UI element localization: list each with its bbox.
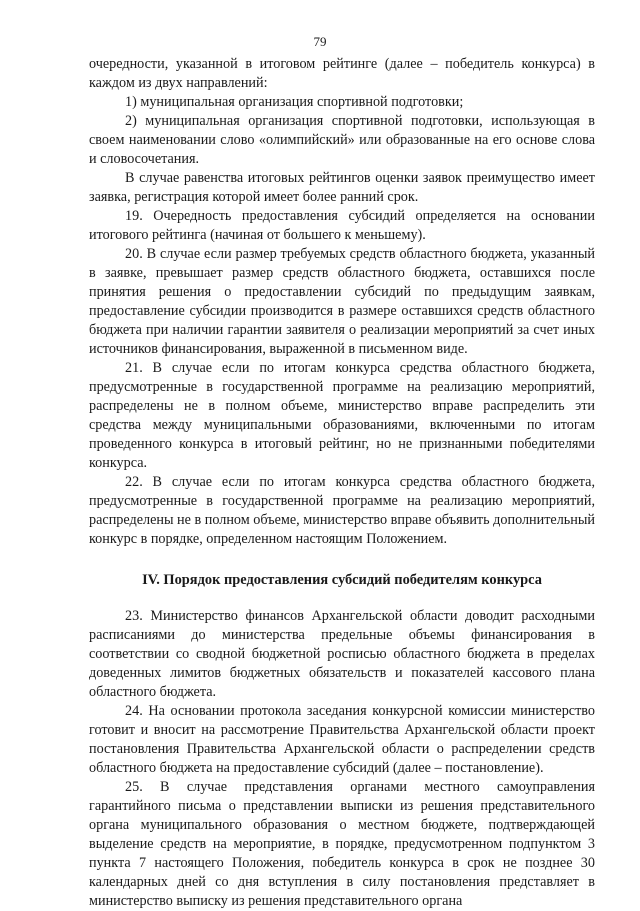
- paragraph-clause-19: 19. Очередность предоставления субсидий определяется на основании итогового рейтинга (начиная от большего к меньшему).: [89, 208, 595, 243]
- paragraph-clause-22: 22. В случае если по итогам конкурса средства областного бюджета, предусмотренные в государственной программе на реализацию мероприятий, распределены не в полном объеме, министерство вправе объявить дополнительный конкурс в порядке, определенном настоящим Положением.: [89, 474, 595, 547]
- page-number: 79: [313, 34, 327, 49]
- list-item-1: 1) муниципальная организация спортивной подготовки;: [125, 94, 464, 110]
- document-body: [89, 55, 595, 911]
- paragraph-clause-25: 25. В случае представления органами местного самоуправления гарантийного письма о представлении выписки из решения представительного органа муниципального образования о местном бюджете, подтверждающей выделение средств на мероприятие, в порядке, предусмотренном подпунктом 3 пункта 7 настоящего Положения, победитель конкурса в срок не позднее 30 календарных дней со дня вступления в силу постановления представляет в министерство выписку из решения представительного органа: [89, 779, 595, 909]
- section-heading: IV. Порядок предоставления субсидий победителям конкурса: [142, 572, 542, 588]
- paragraph-clause-21: 21. В случае если по итогам конкурса средства областного бюджета, предусмотренные в государственной программе на реализацию мероприятий, распределены не в полном объеме, министерство вправе распределить эти средства между муниципальными образованиями, включенными по итогам проведенного конкурса в итоговый рейтинг, но не признанными победителями конкурса.: [89, 360, 595, 471]
- paragraph-continuation: очередности, указанной в итоговом рейтинге (далее – победитель конкурса) в каждом из двух направлений:: [89, 56, 595, 91]
- paragraph-clause-23: 23. Министерство финансов Архангельской области доводит расходными расписаниями до министерства предельные объемы финансирования в соответствии со сводной бюджетной росписью областного бюджета в пределах доведенных лимитов бюджетных обязательств и показателей кассового плана областного бюджета.: [89, 608, 595, 700]
- paragraph-clause-20: 20. В случае если размер требуемых средств областного бюджета, указанный в заявке, превышает размер средств областного бюджета, оставшихся после принятия решения о предоставлении субсидий по предыдущим заявкам, предоставление субсидии производится в размере оставшихся средств областного бюджета при наличии гарантии заявителя о реализации мероприятий за счет иных источников финансирования, выраженной в письменном виде.: [89, 246, 595, 357]
- paragraph-clause-24: 24. На основании протокола заседания конкурсной комиссии министерство готовит и вносит на рассмотрение Правительства Архангельской области проект постановления Правительства Архангельской области о распределении средств областного бюджета на предоставление субсидий (далее – постановление).: [89, 703, 595, 776]
- list-item-2: 2) муниципальная организация спортивной подготовки, использующая в своем наименовании слово «олимпийский» или образованные на его основе слова и словосочетания.: [89, 113, 595, 167]
- paragraph-tie-rule: В случае равенства итоговых рейтингов оценки заявок преимущество имеет заявка, регистрация которой имеет более ранний срок.: [89, 170, 595, 205]
